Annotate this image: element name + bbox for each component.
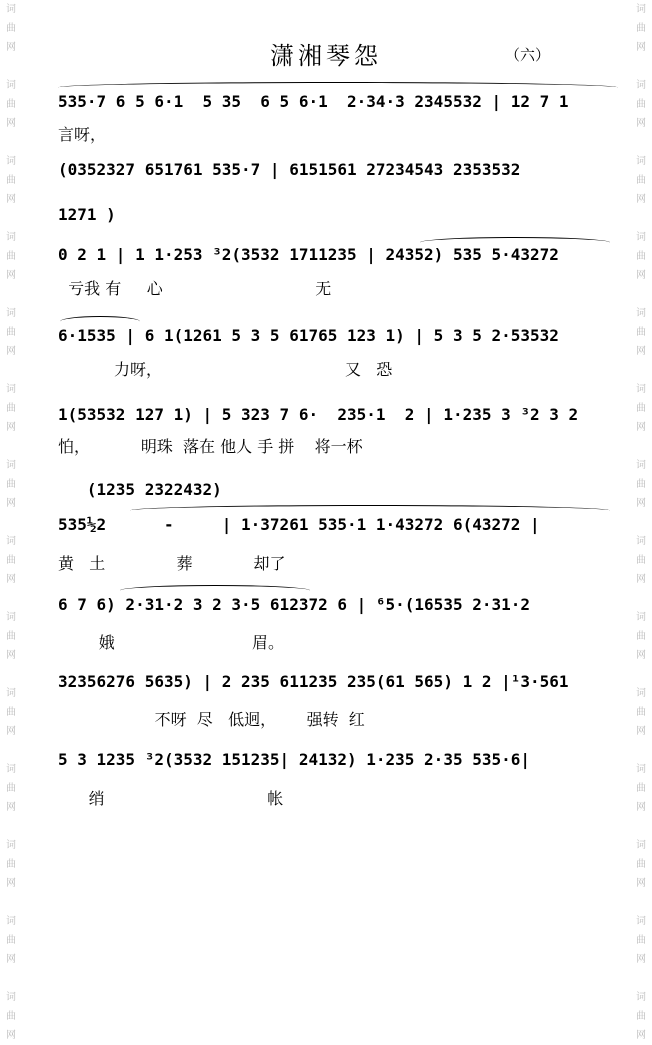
part-number: （六）: [505, 46, 551, 64]
notation-line: 535½2 - | 1·37261 535·1 1·43272 6(43272 |: [58, 515, 540, 534]
watermark-left: 词 曲 网 词 曲 网 词 曲 网 词 曲 网 词 曲 网 词 曲 网 词 曲 网 词 曲 网 词 曲 网 词 曲 网 词 曲 网 词 曲 网 词 曲 网 词 曲 网: [6, 4, 16, 1041]
notation-line: 6 7 6) 2·31·2 3 2 3·5 612372 6 | ⁶5·(16535 2·31·2: [58, 595, 531, 614]
lyric-line: 力呀， 又 恐: [58, 360, 393, 379]
phrase-slur: [420, 237, 610, 248]
phrase-slur: [58, 82, 618, 93]
lyric-line: 亏我 有 心 无: [58, 279, 332, 298]
notation-line: (0352327 651761 535·7 | 6151561 27234543 2353532: [58, 160, 521, 179]
lyric-line: 娥 眉。: [58, 633, 285, 652]
phrase-slur: [130, 505, 610, 516]
notation-line: 1(53532 127 1) | 5 323 7 6· 235·1 2 | 1·235 3 ³2 3 2: [58, 405, 579, 424]
lyric-line: 怕， 明珠 落在 他人 手 拼 将一杯: [58, 437, 363, 456]
lyric-line: 言呀，: [58, 125, 107, 144]
notation-line: 535·7 6 5 6·1 5 35 6 5 6·1 2·34·3 2345532 | 12 7 1: [58, 92, 569, 111]
lyric-line: 黄 土 葬 却了: [58, 554, 286, 573]
notation-line: 32356276 5635) | 2 235 611235 235(61 565) 1 2 |¹3·561: [58, 672, 569, 691]
lyric-line: 不呀 尽 低迥， 强转 红: [58, 710, 365, 729]
notation-line: 5 3 1235 ³2(3532 151235| 24132) 1·235 2·35 535·6|: [58, 750, 531, 769]
notation-line: 0 2 1 | 1 1·253 ³2(3532 1711235 | 24352) 535 5·43272: [58, 245, 559, 264]
watermark-right: 词 曲 网 词 曲 网 词 曲 网 词 曲 网 词 曲 网 词 曲 网 词 曲 网 词 曲 网 词 曲 网 词 曲 网 词 曲 网 词 曲 网 词 曲 网 词 曲 网: [636, 4, 646, 1041]
lyric-line: 绡 帐: [58, 789, 284, 808]
notation-line: (1235 2322432): [58, 480, 222, 499]
notation-line: 1271 ): [58, 205, 116, 224]
phrase-slur: [60, 316, 140, 327]
song-title: 潇湘琴怨: [270, 42, 382, 70]
notation-line: 6·1535 | 6 1(1261 5 3 5 61765 123 1) | 5 3 5 2·53532: [58, 326, 559, 345]
phrase-slur: [120, 585, 310, 596]
